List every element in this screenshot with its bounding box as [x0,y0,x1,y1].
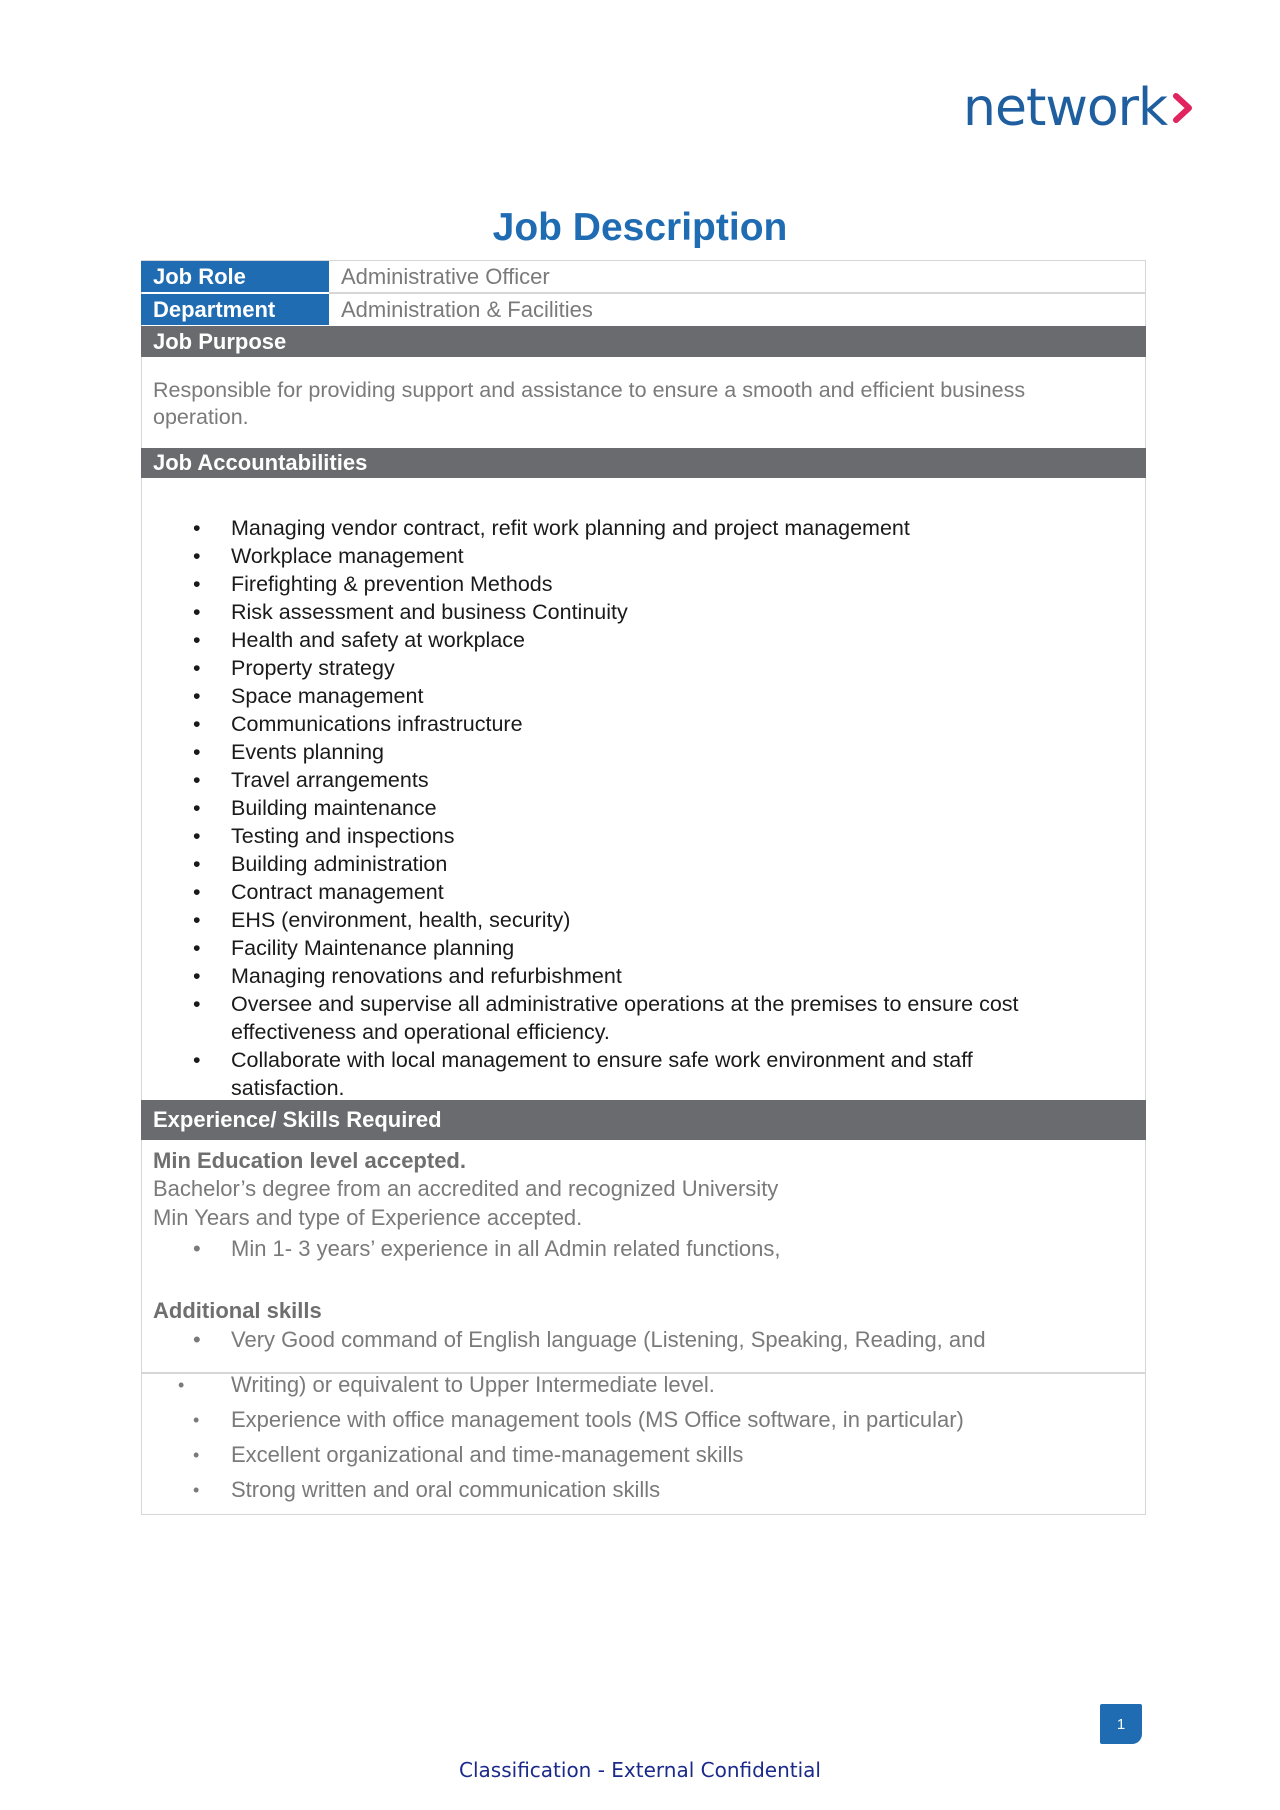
page-number: 1 [1100,1704,1142,1744]
bullet-icon: • [193,1327,201,1352]
list-item: • Managing renovations and refurbishment [190,962,1090,990]
job-accountabilities-heading: Job Accountabilities [141,448,1146,478]
additional-skill-item: Strong written and oral communication skills [231,1477,661,1502]
experience-skills-heading: Experience/ Skills Required [141,1100,1146,1140]
bullet-icon: • [193,1445,200,1465]
list-item: • Events planning [190,738,1090,766]
additional-skill-item: Writing) or equivalent to Upper Intermediate level. [231,1372,715,1397]
chevron-right-icon [1171,88,1197,128]
list-item: • Building administration [190,850,1090,878]
network-logo [963,78,1197,138]
bullet-icon: • [178,1375,185,1395]
list-item: • Property strategy [190,654,1090,682]
additional-skill-item: Experience with office management tools (MS Office software, in particular) [231,1407,964,1432]
page-title: Job Description [492,206,788,249]
list-item: • Oversee and supervise all administrative operations at the premises to ensure cost effectiveness and operational efficiency. [190,990,1090,1046]
department-label: Department [141,294,329,325]
bullet-icon: • [193,1480,200,1500]
job-purpose-heading: Job Purpose [141,326,1146,357]
list-item: • Testing and inspections [190,822,1090,850]
list-item: • Health and safety at workplace [190,626,1090,654]
logo-text: network [963,78,1168,138]
experience-item: Min 1- 3 years’ experience in all Admin related functions, [231,1236,781,1261]
job-purpose-text: Responsible for providing support and assistance to ensure a smooth and efficient business operation. [153,378,1026,429]
list-item: • Workplace management [190,542,1090,570]
additional-skill-item: Excellent organizational and time-management skills [231,1442,744,1467]
accountabilities-list [190,514,1090,1102]
list-item: • EHS (environment, health, security) [190,906,1090,934]
bullet-icon: • [193,1236,201,1261]
list-item: • Communications infrastructure [190,710,1090,738]
list-item: • Firefighting & prevention Methods [190,570,1090,598]
list-item: • Contract management [190,878,1090,906]
department-value: Administration & Facilities [341,297,593,322]
list-item: • Travel arrangements [190,766,1090,794]
education-heading: Min Education level accepted. [153,1148,466,1173]
bullet-icon: • [193,1410,200,1430]
list-item: • Facility Maintenance planning [190,934,1090,962]
job-role-label: Job Role [141,261,329,292]
experience-heading: Min Years and type of Experience accepted. [153,1205,583,1230]
additional-skills-heading: Additional skills [153,1298,322,1323]
classification-footer: Classification - External Confidential [459,1758,821,1782]
job-role-value: Administrative Officer [341,264,550,289]
list-item: • Space management [190,682,1090,710]
list-item: • Managing vendor contract, refit work planning and project management [190,514,1090,542]
list-item: • Collaborate with local management to ensure safe work environment and staff satisfaction. [190,1046,1090,1102]
additional-skill-item: Very Good command of English language (Listening, Speaking, Reading, and [231,1327,986,1352]
list-item: • Building maintenance [190,794,1090,822]
education-text: Bachelor’s degree from an accredited and recognized University [153,1176,779,1201]
list-item: • Risk assessment and business Continuity [190,598,1090,626]
